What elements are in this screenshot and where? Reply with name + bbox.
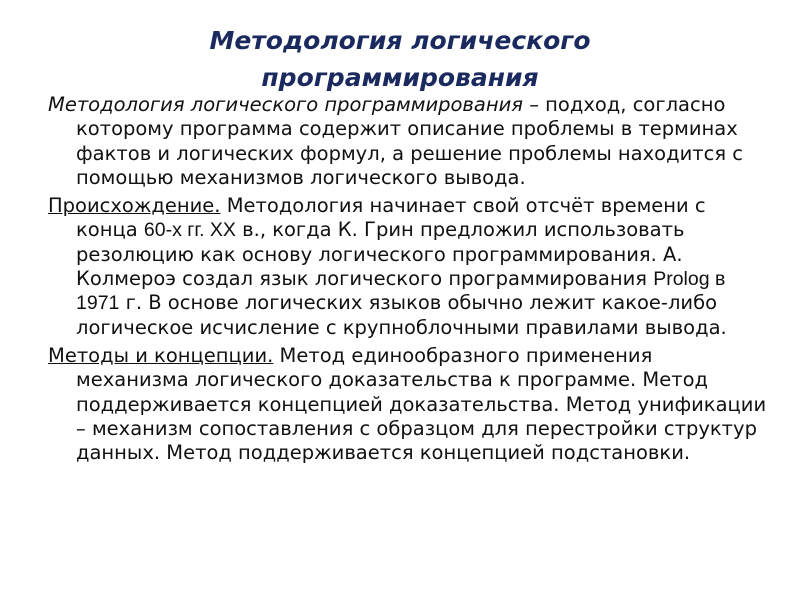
title-line-2: программирования bbox=[261, 63, 539, 92]
origin-prolog-year: Prolog в 1971 bbox=[76, 268, 726, 315]
origin-text-2: в., когда К. Грин предложил использовать резолюцию как основу логического программирования. А. Колмероэ создал язык логического программирования bbox=[76, 218, 685, 291]
methods-text: Метод единообразного применения механизма логического доказательства к программе. Метод поддерживается концепцией доказательства. Метод унификации – механизм сопоставления с образцом для перестройки структур данных. Метод поддерживается концепцией подстановки. bbox=[76, 343, 767, 465]
origin-text-3: г. В основе логических языков обычно лежит какое-либо логическое исчисление с крупноблочными правилами вывода. bbox=[76, 291, 727, 339]
origin-sixties: 60-х гг. XX bbox=[143, 219, 236, 242]
methods-heading: Методы и концепции. bbox=[48, 343, 274, 367]
origin-heading: Происхождение. bbox=[48, 194, 221, 218]
definition-term: Методология логического программирования bbox=[48, 93, 524, 116]
title-line-1: Методология логического bbox=[209, 26, 591, 55]
slide-title bbox=[60, 22, 740, 96]
slide-body bbox=[48, 93, 768, 469]
origin-text-1: Методология начинает свой отсчёт времени с конца bbox=[76, 194, 706, 242]
definition-paragraph bbox=[48, 93, 768, 190]
methods-paragraph bbox=[48, 344, 768, 465]
origin-paragraph bbox=[48, 194, 768, 340]
definition-text: – подход, согласно которому программа содержит описание проблемы в терминах фактов и логических формул, а решение проблемы находится с помощью механизмов логического вывода. bbox=[76, 93, 743, 189]
